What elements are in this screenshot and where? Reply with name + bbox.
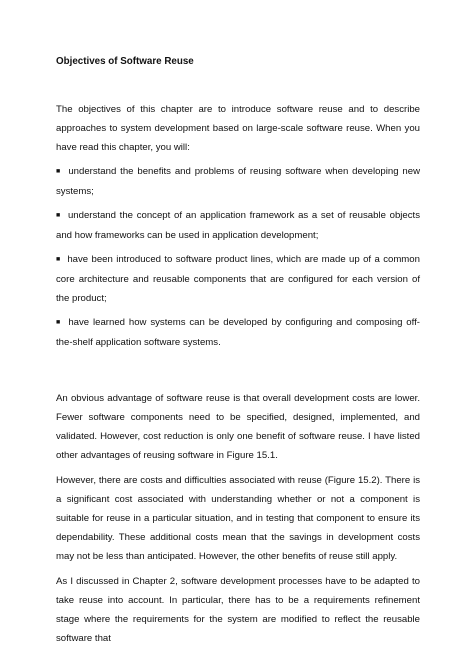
objective-text: understand the benefits and problems of reusing software when developing new systems; xyxy=(56,166,421,197)
objective-text: have been introduced to software product lines, which are made up of a common core architecture and reusable components that are configured for each version of the product; xyxy=(56,254,420,304)
section-heading: Objectives of Software Reuse xyxy=(56,56,194,67)
objective-item xyxy=(56,250,420,308)
objective-text: understand the concept of an application framework as a set of reusable objects and how frameworks can be used in application development; xyxy=(56,210,421,241)
intro-paragraph: The objectives of this chapter are to introduce software reuse and to describe approaches to system development based on large-scale software reuse. When you have read this chapter, you will: xyxy=(56,104,420,153)
bullet-marker: ■ xyxy=(56,256,61,263)
costs-paragraph: However, there are costs and difficulties associated with reuse (Figure 15.2). There is a significant cost associated with understanding whether or not a component is suitable for reuse in a particular situation, and in testing that component to ensure its dependability. These additional costs mean that the savings in development costs may not be less than anticipated. However, the other benefits of reuse still apply. xyxy=(56,475,420,562)
objectives-list xyxy=(56,162,420,352)
objective-item xyxy=(56,206,420,245)
advantage-paragraph: An obvious advantage of software reuse is that overall development costs are lower. Fewer software components need to be specified, designed, implemented, and validated. However, cost reduction is only one benefit of software reuse. I have listed other advantages of reusing software in Figure 15.1. xyxy=(56,393,420,461)
document-page xyxy=(56,52,420,648)
chapter2-paragraph: As I discussed in Chapter 2, software development processes have to be adapted to take reuse into account. In particular, there has to be a requirements refinement stage where the requirements for the system are modified to reflect the reusable software that xyxy=(56,576,420,644)
bullet-marker: ■ xyxy=(56,168,62,175)
bullet-marker: ■ xyxy=(56,212,62,219)
objective-item xyxy=(56,313,420,352)
bullet-marker: ■ xyxy=(56,319,62,326)
objective-text: have learned how systems can be developed by configuring and composing off-the-shelf application software systems. xyxy=(56,317,420,348)
objective-item xyxy=(56,162,420,201)
